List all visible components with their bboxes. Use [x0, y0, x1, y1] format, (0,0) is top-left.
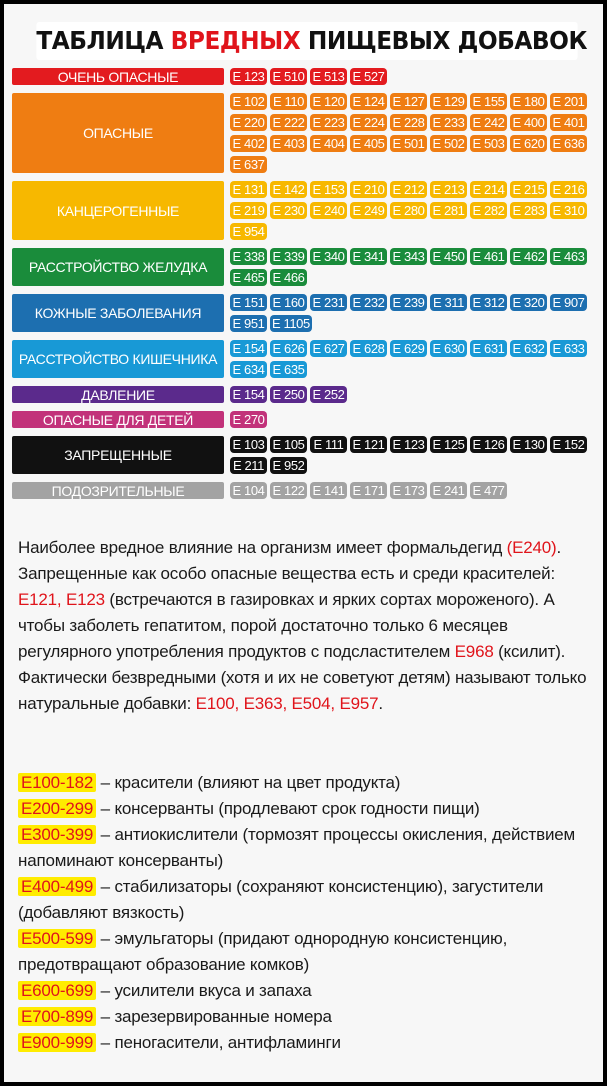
additive-code-chip: E 242	[470, 114, 507, 131]
additive-code-chip: E 283	[510, 202, 547, 219]
additives-table	[12, 68, 596, 507]
legend-description: – эмульгаторы (придают однородную консистенцию, предотвращают образование комков)	[18, 929, 508, 974]
category-codes	[230, 411, 596, 432]
additive-code-chip: E 627	[310, 340, 347, 357]
additive-code-chip: E 240	[310, 202, 347, 219]
additive-code-chip: E 281	[430, 202, 467, 219]
legend-item	[18, 770, 603, 796]
additive-code-chip: E 250	[270, 386, 307, 403]
additive-code-chip: E 633	[550, 340, 587, 357]
additive-code-chip: E 141	[310, 482, 347, 499]
additive-code-chip: E 120	[310, 93, 347, 110]
highlighted-code: E121, E123	[18, 590, 105, 609]
highlighted-code: E100, E363, E504, E957	[195, 694, 379, 713]
additive-code-chip: E 400	[510, 114, 547, 131]
category-row	[12, 436, 596, 478]
legend-description: – красители (влияют на цвет продукта)	[96, 773, 401, 792]
category-row	[12, 411, 596, 432]
additive-code-chip: E 130	[510, 436, 547, 453]
additive-code-chip: E 632	[510, 340, 547, 357]
additive-code-chip: E 465	[230, 269, 267, 286]
paragraph-text: (ксилит).	[493, 642, 566, 661]
legend-range: E500-599	[18, 929, 96, 948]
category-codes	[230, 386, 596, 407]
additive-code-chip: E 123	[230, 68, 267, 85]
additive-code-chip: E 401	[550, 114, 587, 131]
paragraph-text: .	[378, 694, 383, 713]
category-codes	[230, 248, 596, 290]
additive-code-chip: E 223	[310, 114, 347, 131]
category-row	[12, 340, 596, 382]
additive-code-chip: E 502	[430, 135, 467, 152]
additive-code-chip: E 952	[270, 457, 307, 474]
category-label: РАССТРОЙСТВО КИШЕЧНИКА	[12, 340, 224, 378]
legend-item	[18, 1030, 603, 1056]
additive-code-chip: E 210	[350, 181, 387, 198]
additive-code-chip: E 215	[510, 181, 547, 198]
additive-code-chip: E 228	[390, 114, 427, 131]
additive-code-chip: E 171	[350, 482, 387, 499]
category-row	[12, 248, 596, 290]
additive-code-chip: E 338	[230, 248, 267, 265]
additive-code-chip: E 126	[470, 436, 507, 453]
legend-range: E900-999	[18, 1033, 96, 1052]
additive-code-chip: E 630	[430, 340, 467, 357]
additive-code-chip: E 249	[350, 202, 387, 219]
additive-code-chip: E 121	[350, 436, 387, 453]
legend-range: E100-182	[18, 773, 96, 792]
additive-code-chip: E 450	[430, 248, 467, 265]
additive-code-chip: E 954	[230, 223, 267, 240]
additive-code-chip: E 620	[510, 135, 547, 152]
category-codes	[230, 93, 596, 177]
legend-description: – усилители вкуса и запаха	[96, 981, 312, 1000]
additive-code-chip: E 636	[550, 135, 587, 152]
legend-range: E400-499	[18, 877, 96, 896]
category-label: КОЖНЫЕ ЗАБОЛЕВАНИЯ	[12, 294, 224, 332]
additive-code-chip: E 152	[550, 436, 587, 453]
title-highlight: ВРЕДНЫХ	[170, 26, 301, 55]
category-row	[12, 93, 596, 177]
additive-code-chip: E 951	[230, 315, 267, 332]
category-label: КАНЦЕРОГЕННЫЕ	[12, 181, 224, 240]
category-label: РАССТРОЙСТВО ЖЕЛУДКА	[12, 248, 224, 286]
legend-description: – стабилизаторы (сохраняют консистенцию), загустители (добавляют вязкость)	[18, 877, 544, 922]
category-codes	[230, 340, 596, 382]
legend-range: E600-699	[18, 981, 96, 1000]
category-row	[12, 386, 596, 407]
additive-code-chip: E 214	[470, 181, 507, 198]
additive-code-chip: E 501	[390, 135, 427, 152]
additive-code-chip: E 180	[510, 93, 547, 110]
additive-code-chip: E 462	[510, 248, 547, 265]
additive-code-chip: E 155	[470, 93, 507, 110]
additive-code-chip: E 142	[270, 181, 307, 198]
category-label: ПОДОЗРИТЕЛЬНЫЕ	[12, 482, 224, 499]
additive-code-chip: E 216	[550, 181, 587, 198]
category-row	[12, 68, 596, 89]
additive-code-chip: E 222	[270, 114, 307, 131]
additive-code-chip: E 341	[350, 248, 387, 265]
category-row	[12, 482, 596, 503]
info-paragraph	[18, 535, 593, 717]
additive-code-chip: E 628	[350, 340, 387, 357]
category-codes	[230, 68, 596, 89]
category-label: ЗАПРЕЩЕННЫЕ	[12, 436, 224, 474]
additive-code-chip: E 320	[510, 294, 547, 311]
additive-code-chip: E 212	[390, 181, 427, 198]
additive-code-chip: E 631	[470, 340, 507, 357]
category-codes	[230, 436, 596, 478]
additive-code-chip: E 231	[310, 294, 347, 311]
category-label: ОЧЕНЬ ОПАСНЫЕ	[12, 68, 224, 85]
legend-description: – консерванты (продлевают срок годности пищи)	[96, 799, 480, 818]
legend-description: – зарезервированные номера	[96, 1007, 332, 1026]
additive-code-chip: E 110	[270, 93, 307, 110]
paragraph-text: Наиболее вредное влияние на организм имеет формальдегид	[18, 538, 507, 557]
additive-code-chip: E 154	[230, 340, 267, 357]
additive-code-chip: E 201	[550, 93, 587, 110]
additive-code-chip: E 230	[270, 202, 307, 219]
title-part1: ТАБЛИЦА	[36, 26, 171, 55]
highlighted-code: E968	[454, 642, 494, 661]
additive-code-chip: E 634	[230, 361, 267, 378]
additive-code-chip: E 131	[230, 181, 267, 198]
category-codes	[230, 482, 596, 503]
additive-code-chip: E 219	[230, 202, 267, 219]
additive-code-chip: E 103	[230, 436, 267, 453]
additive-code-chip: E 232	[350, 294, 387, 311]
additive-code-chip: E 111	[310, 436, 347, 453]
category-row	[12, 181, 596, 244]
additive-code-chip: E 311	[430, 294, 467, 311]
additive-code-chip: E 637	[230, 156, 267, 173]
additive-code-chip: E 527	[350, 68, 387, 85]
additive-code-chip: E 635	[270, 361, 307, 378]
legend-description: – пеногасители, антифламинги	[96, 1033, 341, 1052]
legend-item	[18, 874, 603, 926]
additive-code-chip: E 404	[310, 135, 347, 152]
legend-range: E300-399	[18, 825, 96, 844]
additive-code-chip: E 154	[230, 386, 267, 403]
additive-code-chip: E 343	[390, 248, 427, 265]
additive-code-chip: E 629	[390, 340, 427, 357]
legend-item	[18, 1004, 603, 1030]
additive-code-chip: E 151	[230, 294, 267, 311]
additive-code-chip: E 1105	[272, 316, 310, 331]
additive-code-chip: E 211	[230, 457, 267, 474]
legend-range: E200-299	[18, 799, 96, 818]
additive-code-chip: E 127	[390, 93, 427, 110]
additive-code-chip: E 310	[550, 202, 587, 219]
additive-code-chip: E 402	[230, 135, 267, 152]
additive-code-chip: E 466	[270, 269, 307, 286]
additive-code-chip: E 510	[270, 68, 307, 85]
paragraph-text: Фактически безвредными (хотя и их не советуют детям) называют только натуральные добавки:	[18, 668, 587, 713]
additive-code-chip: E 160	[270, 294, 307, 311]
category-row	[12, 294, 596, 336]
additive-code-chip: E 270	[230, 411, 267, 428]
additive-code-chip: E 224	[350, 114, 387, 131]
additive-code-chip: E 403	[270, 135, 307, 152]
additive-code-chip: E 312	[470, 294, 507, 311]
additive-code-chip: E 105	[270, 436, 307, 453]
category-label: ОПАСНЫЕ ДЛЯ ДЕТЕЙ	[12, 411, 224, 428]
additive-code-chip: E 339	[270, 248, 307, 265]
legend-item	[18, 822, 603, 874]
additive-code-chip: E 463	[550, 248, 587, 265]
additive-code-chip: E 461	[470, 248, 507, 265]
poster-title	[36, 22, 588, 60]
legend-item	[18, 796, 603, 822]
paragraph-text: (встречаются в газировках и ярких сортах мороженого). А чтобы заболеть гепатитом, порой достаточно только 6 месяцев регулярного употребления продуктов с подсластителем	[18, 590, 555, 661]
paragraph-text: . Запрещенные как особо опасные вещества есть и среди красителей:	[18, 538, 561, 583]
legend-item	[18, 978, 603, 1004]
additive-code-chip: E 123	[390, 436, 427, 453]
additive-code-chip: E 213	[430, 181, 467, 198]
additive-code-chip: E 477	[470, 482, 507, 499]
additive-code-chip: E 220	[230, 114, 267, 131]
title-part2: ПИЩЕВЫХ ДОБАВОК	[300, 26, 588, 55]
additive-code-chip: E 239	[390, 294, 427, 311]
additive-code-chip: E 907	[550, 294, 587, 311]
additive-code-chip: E 503	[470, 135, 507, 152]
additive-code-chip: E 282	[470, 202, 507, 219]
additive-code-chip: E 280	[390, 202, 427, 219]
legend-description: – антиокислители (тормозят процессы окисления, действием напоминают консерванты)	[18, 825, 576, 870]
code-range-legend	[18, 770, 603, 1056]
legend-item	[18, 926, 603, 978]
category-codes	[230, 294, 596, 336]
category-codes	[230, 181, 596, 244]
highlighted-code: (E240)	[506, 538, 557, 557]
additive-code-chip: E 340	[310, 248, 347, 265]
additive-code-chip: E 626	[270, 340, 307, 357]
additive-code-chip: E 122	[270, 482, 307, 499]
category-label: ОПАСНЫЕ	[12, 93, 224, 173]
additive-code-chip: E 125	[430, 436, 467, 453]
legend-range: E700-899	[18, 1007, 96, 1026]
additive-code-chip: E 241	[430, 482, 467, 499]
category-label: ДАВЛЕНИЕ	[12, 386, 224, 403]
additive-code-chip: E 153	[310, 181, 347, 198]
additive-code-chip: E 405	[350, 135, 387, 152]
additive-code-chip: E 104	[230, 482, 267, 499]
additive-code-chip: E 129	[430, 93, 467, 110]
additive-code-chip: E 233	[430, 114, 467, 131]
additive-code-chip: E 102	[230, 93, 267, 110]
additive-code-chip: E 513	[310, 68, 347, 85]
additive-code-chip: E 252	[310, 386, 347, 403]
additive-code-chip: E 173	[390, 482, 427, 499]
additive-code-chip: E 124	[350, 93, 387, 110]
